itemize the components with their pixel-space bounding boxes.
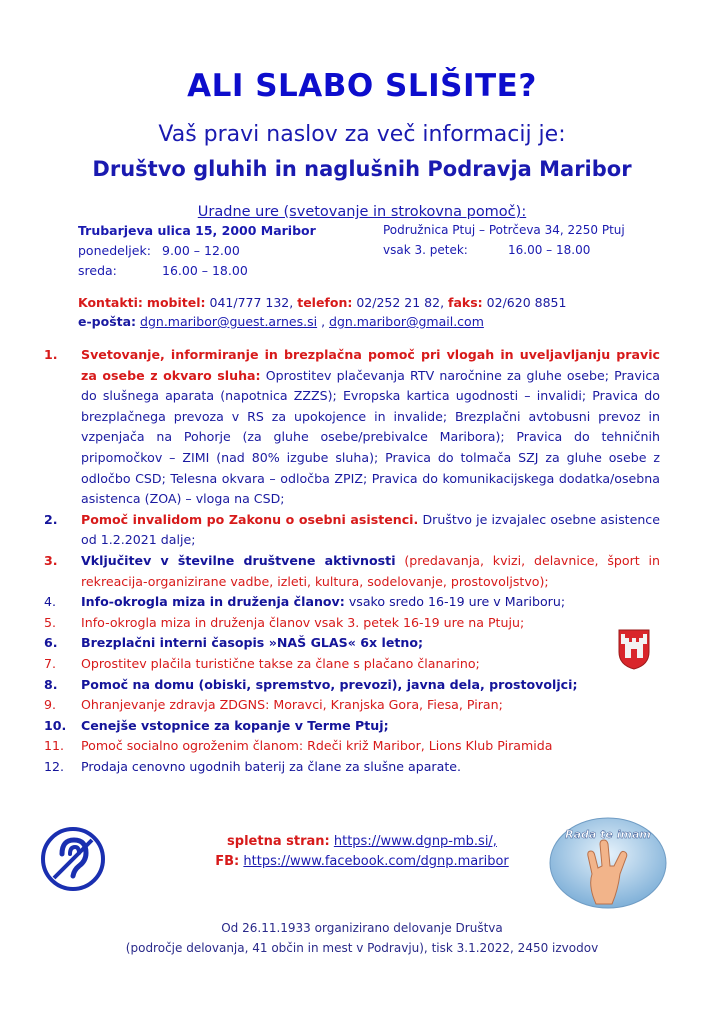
item-text: Prodaja cenovno ugodnih baterij za člane za slušne aparate. [81, 758, 462, 774]
item-number: 11. [44, 738, 65, 754]
ptuj-time: 16.00 – 18.00 [508, 243, 591, 257]
email-separator: , [321, 314, 326, 329]
email-link-2[interactable]: dgn.maribor@gmail.com [329, 314, 484, 329]
item-text: Pomoč socialno ogroženim članom: Rdeči križ Maribor, Lions Klub Piramida [81, 738, 553, 754]
maribor-day-2: sreda: [78, 263, 117, 278]
list-item [44, 716, 660, 737]
item-text: Oprostitev plačila turistične takse za člane s plačano članarino; [81, 655, 480, 671]
facebook-link[interactable]: https://www.facebook.com/dgnp.maribor [243, 854, 509, 869]
item-number: 3. [44, 552, 58, 568]
maribor-day-1: ponedeljek: [78, 243, 151, 258]
item-number: 4. [44, 594, 57, 610]
email-link-1[interactable]: dgn.maribor@guest.arnes.si [140, 314, 318, 329]
item-number: 10. [44, 717, 67, 733]
ptuj-address: Podružnica Ptuj – Potrčeva 34, 2250 Ptuj [383, 223, 625, 237]
coat-of-arms-icon [617, 628, 651, 670]
item-text: Ohranjevanje zdravja ZDGNS: Moravci, Kranjska Gora, Fiesa, Piran; [81, 697, 503, 713]
item-text: vsako sredo 16-19 ure v Mariboru; [344, 594, 566, 610]
item-number: 12. [44, 758, 65, 774]
item-number: 7. [44, 655, 57, 671]
list-item [44, 551, 660, 592]
item-text: Društvo je izvajalec osebne asistence od 1.2.2021 dalje; [81, 511, 660, 548]
facebook-label: FB: [215, 854, 240, 869]
list-item [44, 695, 660, 716]
website-label: spletna stran: [227, 834, 330, 849]
fax-number: 02/620 8851 [486, 295, 567, 310]
list-item [44, 633, 660, 654]
email-label: e-pošta: [78, 314, 137, 329]
fax-label: faks: [448, 295, 483, 310]
list-item [44, 675, 660, 696]
item-heading: Pomoč invalidom po Zakonu o osebni asistenci. [81, 511, 419, 527]
footer [0, 918, 724, 958]
list-item [44, 345, 660, 510]
item-number: 6. [44, 635, 58, 651]
phone-number: 02/252 21 82, [356, 295, 445, 310]
item-text: (predavanja, kvizi, delavnice, šport in rekreacija-organizirane vadbe, izleti, kultura, sodelovanje, prostovoljstvo); [81, 552, 661, 589]
contacts-block [78, 293, 566, 331]
maribor-address: Trubarjeva ulica 15, 2000 Maribor [78, 223, 316, 238]
mobile-number: 041/777 132, [209, 295, 294, 310]
ptuj-day: vsak 3. petek: [383, 243, 468, 257]
item-heading: Brezplačni interni časopis »NAŠ GLAS« 6x letno; [81, 635, 424, 651]
item-number: 8. [44, 676, 58, 692]
item-heading: Svetovanje, informiranje in brezplačna pomoč pri vlogah in uveljavljanju pravic za osebe z okvaro sluha: [81, 347, 660, 383]
item-text: Info-okrogla miza in druženja članov vsak 3. petek 16-19 ure na Ptuju; [81, 614, 525, 630]
item-heading: Pomoč na domu (obiski, spremstvo, prevozi), javna dela, prostovoljci; [81, 676, 578, 692]
website-link[interactable]: https://www.dgnp-mb.si/, [333, 834, 497, 849]
list-item [44, 654, 660, 675]
item-heading: Cenejše vstopnice za kopanje v Terme Ptuj; [81, 717, 389, 733]
item-number: 1. [44, 347, 58, 362]
list-item [44, 592, 660, 613]
item-number: 5. [44, 614, 57, 630]
office-hours-heading: Uradne ure (svetovanje in strokovna pomoč): [197, 204, 527, 220]
item-heading: Info-okrogla miza in druženja članov: [81, 594, 345, 610]
footer-line-1: Od 26.11.1933 organizirano delovanje Društva [221, 921, 503, 935]
list-item [44, 613, 660, 634]
services-list [44, 345, 660, 777]
phone-label: telefon: [297, 295, 353, 310]
love-sign-badge-icon [548, 816, 668, 910]
organization-name: Društvo gluhih in naglušnih Podravja Maribor [92, 157, 632, 181]
contacts-label: Kontakti: [78, 295, 143, 310]
maribor-time-2: 16.00 – 18.00 [162, 263, 248, 278]
mobile-label: mobitel: [146, 295, 206, 310]
item-number: 9. [44, 697, 57, 713]
item-text: Oprostitev plačevanja RTV naročnine za gluhe osebe; Pravica do slušnega aparata (napotnica ZZZS); Evropska kartica ugodnosti – invalidi; Pravica do brezplačnega prevoza v RS za upokojence in invalide; Brezplačni avtobusni prevoz in vzpenjača na Pohorje (za gluhe osebe/prebivalce Maribora); Pravica do tehničnih pripomočkov – ZIMI (nad 80% izgube sluha); Pravica do tolmača SZJ za gluhe osebe z odločbo CSD; Telesna okvara – odločba ZPIZ; Pravica do komunikacijskega dodatka/osebna asistenca (ZOA) – vloga na CSD; [81, 367, 660, 507]
item-heading: Vključitev v številne društvene aktivnosti [81, 552, 396, 568]
maribor-time-1: 9.00 – 12.00 [162, 243, 240, 258]
subtitle: Vaš pravi naslov za več informacij je: [158, 122, 566, 147]
badge-text: Rada te imam [565, 828, 651, 841]
item-number: 2. [44, 511, 58, 527]
footer-line-2: (področje delovanja, 41 občin in mest v Podravju), tisk 3.1.2022, 2450 izvodov [125, 941, 599, 955]
list-item [44, 736, 660, 757]
list-item [44, 510, 660, 551]
page-title: ALI SLABO SLIŠITE? [187, 68, 537, 104]
list-item [44, 757, 660, 778]
